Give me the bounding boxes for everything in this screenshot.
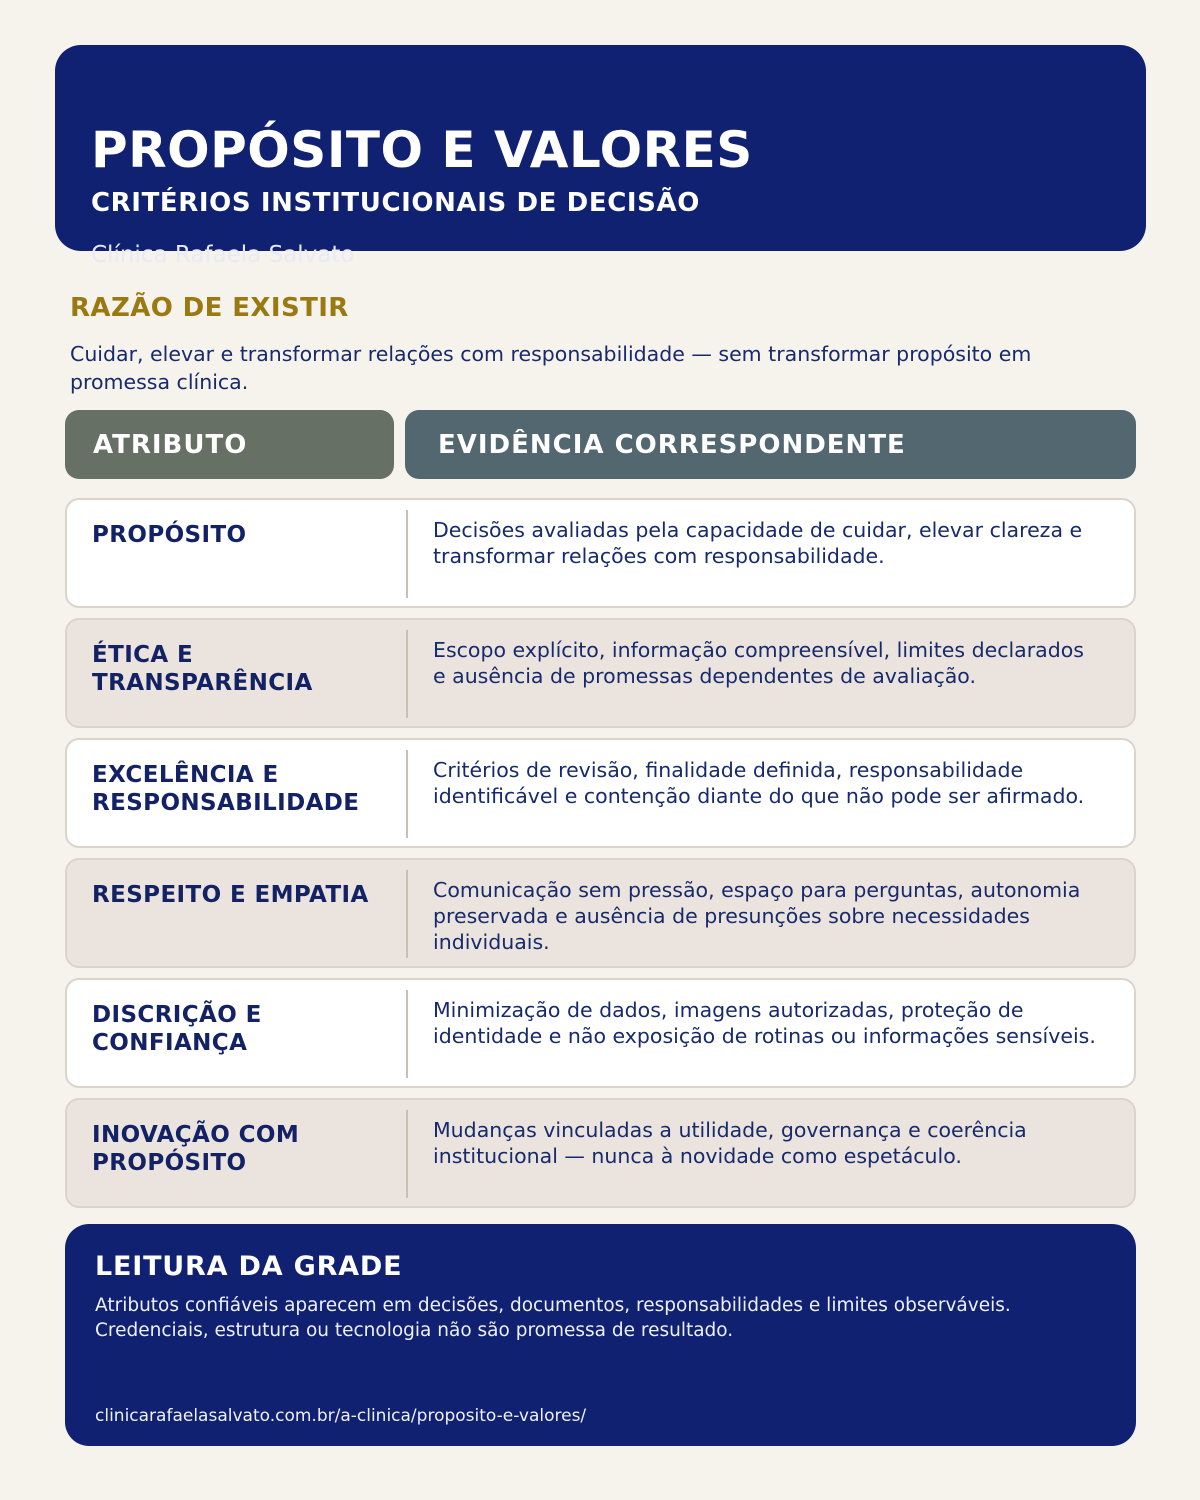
evidence-cell: Comunicação sem pressão, espaço para perguntas, autonomia preservada e ausência de presunções sobre necessidades individuais. [433,878,1081,954]
attribute-cell: INOVAÇÃO COM PROPÓSITO [92,1122,300,1176]
organization-name: Clínica Rafaela Salvato [91,242,355,268]
evidence-column-header: EVIDÊNCIA CORRESPONDENTE [405,410,1136,479]
row-divider [406,750,408,838]
footer-text: Atributos confiáveis aparecem em decisões, documentos, responsabilidades e limites observáveis. Credenciais, estrutura ou tecnologia não são promessa de resultado. [95,1295,1011,1341]
row-divider [406,870,408,958]
reason-text: Cuidar, elevar e transformar relações com responsabilidade — sem transformar propósito em promessa clínica. [70,342,1032,394]
attribute-column-header: ATRIBUTO [65,410,394,479]
footer-url: clinicarafaelasalvato.com.br/a-clinica/proposito-e-valores/ [95,1406,587,1426]
evidence-cell: Decisões avaliadas pela capacidade de cuidar, elevar clareza e transformar relações com responsabilidade. [433,518,1083,568]
evidence-cell: Minimização de dados, imagens autorizadas, proteção de identidade e não exposição de rotinas ou informações sensíveis. [433,998,1096,1048]
attribute-cell: PROPÓSITO [92,522,247,548]
page-title: PROPÓSITO E VALORES [91,121,753,179]
attribute-cell: RESPEITO E EMPATIA [92,882,369,908]
table-row [65,1098,1136,1208]
row-divider [406,990,408,1078]
header-banner [55,45,1146,268]
row-divider [406,510,408,598]
evidence-cell: Critérios de revisão, finalidade definida, responsabilidade identificável e contenção diante do que não pode ser afirmado. [433,758,1085,808]
reason-title: RAZÃO DE EXISTIR [70,293,349,323]
attribute-cell: ÉTICA E TRANSPARÊNCIA [92,642,313,696]
table-row [65,618,1136,728]
row-divider [406,630,408,718]
evidence-cell: Mudanças vinculadas a utilidade, governança e coerência institucional — nunca à novidade como espetáculo. [433,1118,1027,1168]
table-row [65,858,1136,968]
table-row [65,738,1136,848]
footer-panel [65,1224,1136,1446]
evidence-cell: Escopo explícito, informação compreensível, limites declarados e ausência de promessas dependentes de avaliação. [433,638,1084,688]
attribute-cell: EXCELÊNCIA E RESPONSABILIDADE [92,762,360,816]
row-divider [406,1110,408,1198]
page-subtitle: CRITÉRIOS INSTITUCIONAIS DE DECISÃO [91,188,700,218]
values-table [65,498,1136,1218]
table-row [65,978,1136,1088]
table-row [65,498,1136,608]
attribute-cell: DISCRIÇÃO E CONFIANÇA [92,1002,262,1056]
footer-title: LEITURA DA GRADE [95,1251,403,1282]
